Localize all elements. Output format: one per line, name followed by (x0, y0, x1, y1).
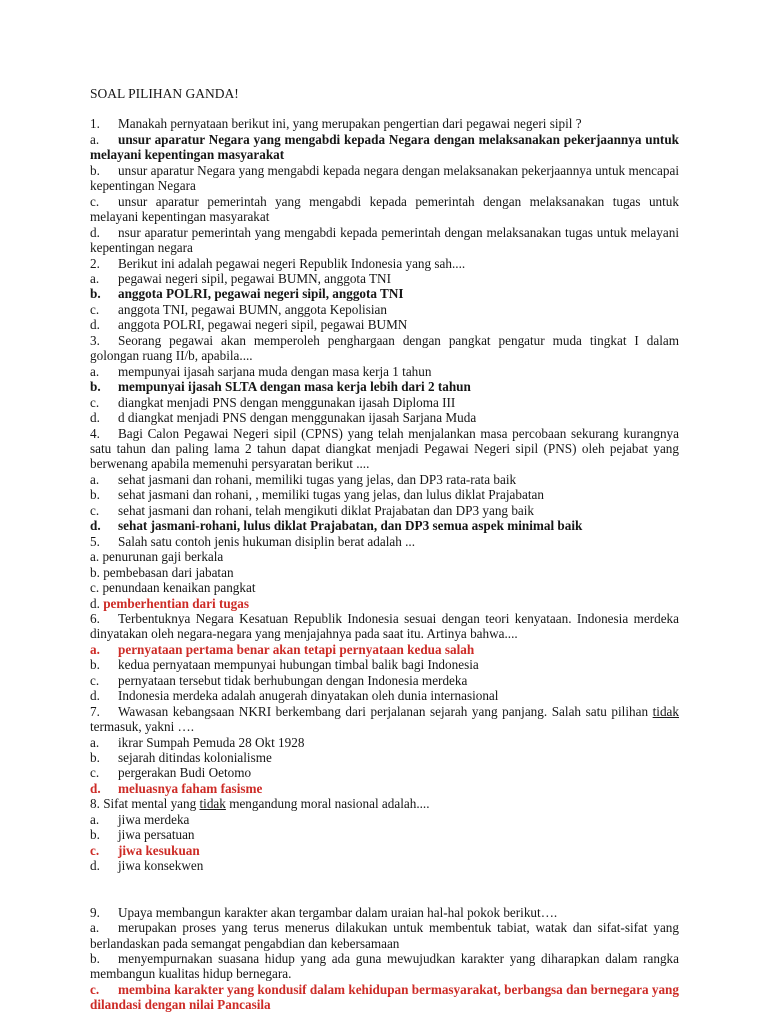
option-letter: d. (90, 858, 100, 874)
option-letter: a. (90, 641, 100, 657)
option-line (90, 395, 679, 410)
option-text: Indonesia merdeka adalah anugerah dinyatakan oleh dunia internasional (118, 688, 499, 704)
question-number: 6. (90, 610, 100, 626)
question-text: Seorang pegawai akan memperoleh penghargaan dengan pangkat pengatur muda tingkat I dalam golongan ruang II/b, apabila.... (90, 332, 679, 364)
option-line (90, 317, 679, 332)
option-line (90, 580, 679, 595)
option-text: meluasnya faham fasisme (118, 780, 263, 796)
option-line (90, 163, 679, 194)
question-line (90, 905, 679, 920)
question-line (90, 796, 679, 811)
question-text: mengandung moral nasional adalah.... (225, 796, 430, 812)
question-number: 4. (90, 425, 100, 441)
option-text: mempunyai ijasah sarjana muda dengan masa kerja 1 tahun (118, 363, 432, 379)
option-text: pegawai negeri sipil, pegawai BUMN, anggota TNI (118, 270, 391, 286)
question-list (90, 116, 679, 1012)
option-text: pernyataan tersebut tidak berhubungan dengan Indonesia merdeka (118, 672, 468, 688)
option-text: anggota TNI, pegawai BUMN, anggota Kepolisian (118, 301, 387, 317)
option-text: unsur aparatur pemerintah yang mengabdi kepada pemerintah dengan melaksanakan tugas untuk melayani kepentingan masyarakat (90, 193, 679, 225)
option-text: pernyataan pertama benar akan tetapi pernyataan kedua salah (118, 641, 475, 657)
option-line (90, 735, 679, 750)
option-text: pembebasan dari jabatan (103, 564, 234, 580)
option-line (90, 410, 679, 425)
option-letter: c. (90, 765, 100, 781)
option-text: anggota POLRI, pegawai negeri sipil, pegawai BUMN (118, 317, 408, 333)
option-text: diangkat menjadi PNS dengan menggunakan ijasah Diploma III (118, 394, 456, 410)
option-line (90, 518, 679, 533)
option-letter: d. (90, 780, 101, 796)
option-line (90, 673, 679, 688)
option-text: anggota POLRI, pegawai negeri sipil, anggota TNI (118, 286, 404, 302)
option-letter: b. (90, 286, 101, 302)
option-text: jiwa persatuan (118, 827, 195, 843)
question-text: Manakah pernyataan berikut ini, yang merupakan pengertian dari pegawai negeri sipil ? (118, 116, 582, 132)
option-letter: b. (90, 657, 100, 673)
option-letter: d. (90, 595, 100, 611)
option-letter: d. (90, 224, 100, 240)
option-line (90, 132, 679, 163)
option-text: membina karakter yang kondusif dalam kehidupan bermasyarakat, berbangsa dan bernegara yang dilandasi dengan nilai Pancasila (90, 981, 679, 1013)
option-line (90, 781, 679, 796)
option-text: menyempurnakan suasana hidup yang ada guna mewujudkan karakter yang diharapkan dalam rangka membangun kualitas hidup bernegara. (90, 951, 679, 982)
question-text: Sifat mental yang (103, 796, 200, 812)
option-line (90, 657, 679, 672)
option-line (90, 688, 679, 703)
option-letter: c. (90, 842, 100, 858)
question-line (90, 611, 679, 642)
option-letter: d. (90, 688, 100, 704)
option-letter: c. (90, 502, 100, 518)
option-letter: a. (90, 920, 100, 936)
question-text: Terbentuknya Negara Kesatuan Republik Indonesia sesuai dengan teori kenyataan. Indonesia merdeka dinyatakan oleh negara-negara yang menjajahnya pada saat itu. Artinya bahwa.... (90, 610, 679, 642)
option-line (90, 271, 679, 286)
option-text: unsur aparatur Negara yang mengabdi kepada negara dengan melaksanakan pekerjaannya untuk mencapai kepentingan Negara (90, 162, 679, 194)
option-line (90, 982, 679, 1013)
option-text: jiwa kesukuan (118, 842, 200, 858)
question-text: termasuk, yakni …. (90, 719, 195, 735)
option-text: sejarah ditindas kolonialisme (118, 750, 272, 766)
option-text: penundaan kenaikan pangkat (102, 580, 256, 596)
option-text: nsur aparatur pemerintah yang mengabdi kepada pemerintah dengan melaksanakan tugas untuk melayani kepentingan negara (90, 224, 679, 256)
question-number: 1. (90, 116, 100, 132)
option-letter: a. (90, 131, 100, 147)
page-content (90, 86, 679, 1013)
option-line (90, 750, 679, 765)
question-line (90, 534, 679, 549)
option-text: mempunyai ijasah SLTA dengan masa kerja lebih dari 2 tahun (118, 379, 471, 395)
option-line (90, 596, 679, 611)
blank-line (90, 874, 679, 905)
option-letter: d. (90, 518, 101, 534)
option-line (90, 286, 679, 301)
option-text: pemberhentian dari tugas (103, 595, 249, 611)
option-letter: d. (90, 317, 100, 333)
option-line (90, 364, 679, 379)
option-line (90, 194, 679, 225)
option-letter: d. (90, 410, 100, 426)
option-line (90, 858, 679, 873)
option-letter: b. (90, 379, 101, 395)
option-letter: c. (90, 301, 100, 317)
option-letter: a. (90, 811, 100, 827)
question-number: 2. (90, 255, 100, 271)
option-text: sehat jasmani dan rohani, , memiliki tugas yang jelas, dan lulus diklat Prajabatan (118, 487, 544, 503)
option-text: jiwa merdeka (118, 811, 190, 827)
question-text: tidak (652, 703, 679, 719)
option-line (90, 549, 679, 564)
option-line (90, 472, 679, 487)
option-letter: c. (90, 672, 100, 688)
option-text: pergerakan Budi Oetomo (118, 765, 252, 781)
question-number: 3. (90, 332, 100, 348)
option-line (90, 812, 679, 827)
option-letter: b. (90, 487, 100, 503)
document-title: SOAL PILIHAN GANDA! (90, 86, 239, 101)
option-letter: a. (90, 471, 100, 487)
question-text: Wawasan kebangsaan NKRI berkembang dari perjalanan sejarah yang panjang. Salah satu pilihan (118, 703, 653, 719)
question-number: 7. (90, 703, 100, 719)
question-text: Salah satu contoh jenis hukuman disiplin berat adalah ... (118, 533, 416, 549)
option-letter: a. (90, 363, 100, 379)
option-text: sehat jasmani dan rohani, telah mengikuti diklat Prajabatan dan DP3 yang baik (118, 502, 535, 518)
option-text: sehat jasmani-rohani, lulus diklat Prajabatan, dan DP3 semua aspek minimal baik (118, 518, 583, 534)
option-letter: b. (90, 951, 100, 967)
option-letter: b. (90, 750, 100, 766)
option-text: jiwa konsekwen (118, 858, 204, 874)
option-letter: c. (90, 193, 100, 209)
question-text: Upaya membangun karakter akan tergambar dalam uraian hal-hal pokok berikut…. (118, 904, 558, 920)
option-text: ikrar Sumpah Pemuda 28 Okt 1928 (118, 734, 305, 750)
option-text: unsur aparatur Negara yang mengabdi kepada Negara dengan melaksanakan pekerjaannya untuk melayani kepentingan masyarakat (90, 131, 679, 163)
question-number: 9. (90, 904, 100, 920)
option-text: penurunan gaji berkala (102, 549, 224, 565)
option-letter: b. (90, 162, 100, 178)
option-letter: c. (90, 394, 100, 410)
option-line (90, 765, 679, 780)
question-line (90, 116, 679, 131)
question-line (90, 426, 679, 472)
question-text: Bagi Calon Pegawai Negeri sipil (CPNS) yang telah menjalankan masa percobaan sekurang kurangnya satu tahun dan paling lama 2 tahun dapat diangkat menjadi Pegawai Negeri sipil (PNS) oleh pejabat yang berwenang apabila memenuhi persyaratan berikut .... (90, 425, 679, 472)
option-letter: c. (90, 981, 100, 997)
option-line (90, 920, 679, 951)
option-line (90, 503, 679, 518)
option-line (90, 951, 679, 982)
option-letter: a. (90, 734, 100, 750)
option-line (90, 827, 679, 842)
option-line (90, 487, 679, 502)
question-line (90, 256, 679, 271)
question-line (90, 333, 679, 364)
question-line (90, 704, 679, 735)
option-line (90, 225, 679, 256)
question-number: 5. (90, 533, 100, 549)
question-number: 8. (90, 796, 100, 812)
option-text: kedua pernyataan mempunyai hubungan timbal balik bagi Indonesia (118, 657, 479, 673)
option-line (90, 302, 679, 317)
question-text: tidak (199, 796, 226, 812)
option-line (90, 843, 679, 858)
option-letter: b. (90, 827, 100, 843)
option-line (90, 379, 679, 394)
option-text: sehat jasmani dan rohani, memiliki tugas yang jelas, dan DP3 rata-rata baik (118, 471, 517, 487)
option-letter: a. (90, 270, 100, 286)
option-line (90, 565, 679, 580)
option-text: d diangkat menjadi PNS dengan menggunakan ijasah Sarjana Muda (118, 410, 477, 426)
option-letter: c. (90, 580, 100, 596)
question-text: Berikut ini adalah pegawai negeri Republik Indonesia yang sah.... (118, 255, 466, 271)
option-letter: a. (90, 549, 100, 565)
option-text: merupakan proses yang terus menerus dilakukan untuk membentuk tabiat, watak dan sifat-sifat yang berlandaskan pada semangat pengabdian dan kebersamaan (90, 920, 679, 951)
option-line (90, 642, 679, 657)
option-letter: b. (90, 564, 100, 580)
